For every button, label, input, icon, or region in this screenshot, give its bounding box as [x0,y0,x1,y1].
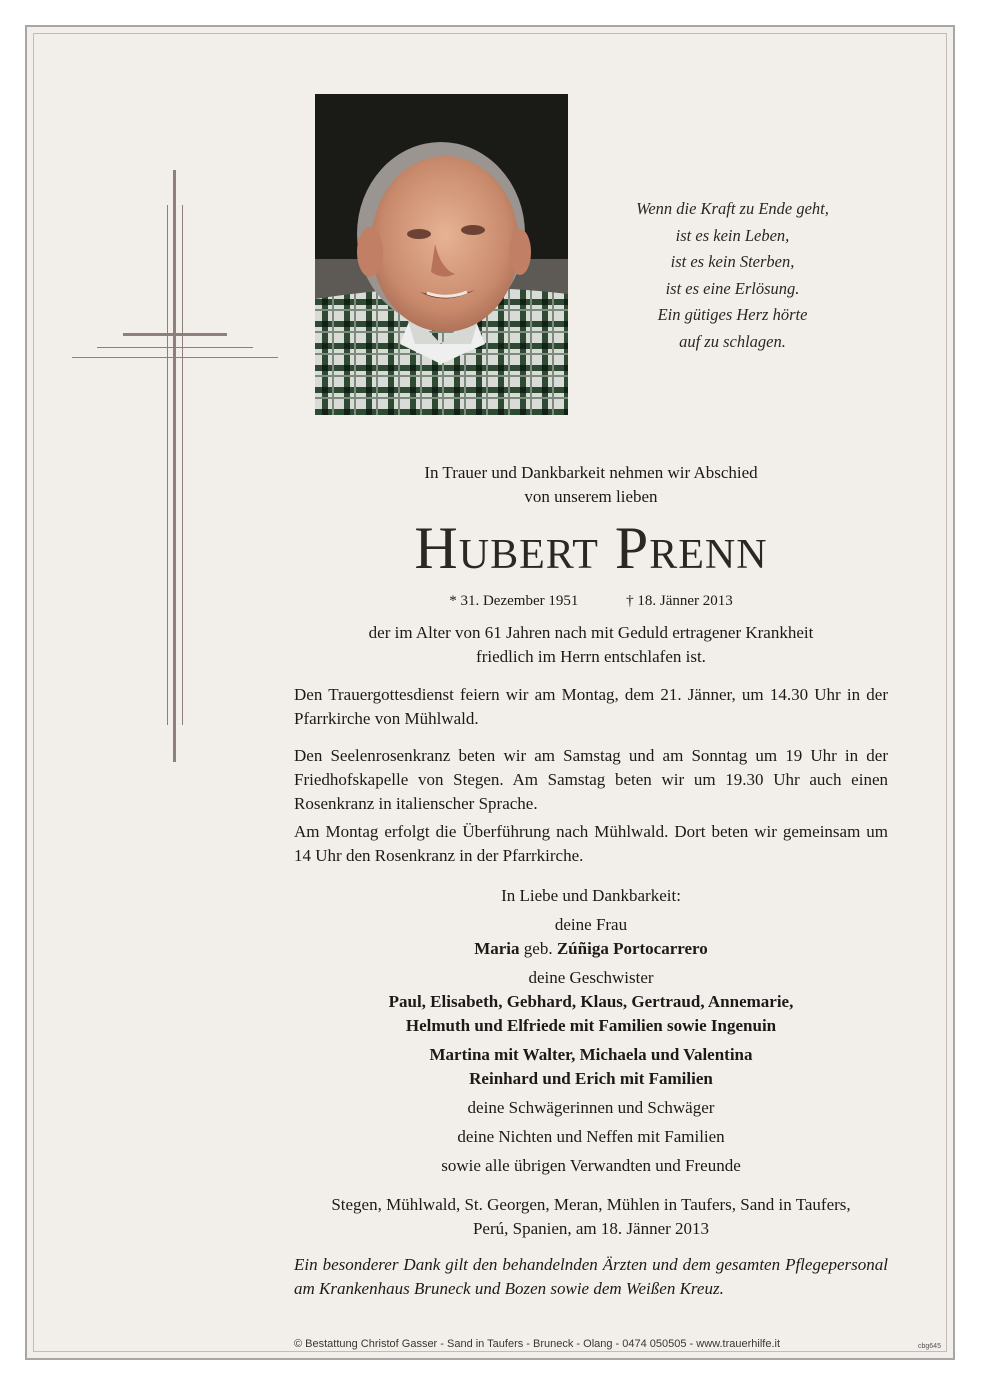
places-line-2: Perú, Spanien, am 18. Jänner 2013 [472,1219,710,1238]
footer-credit: © Bestattung Christof Gasser - Sand in Taufers - Bruneck - Olang - 0474 050505 - www.trauerhilfe.it [294,1338,781,1350]
intro-line-1: In Trauer und Dankbarkeit nehmen wir Abschied [424,463,758,482]
wife-geb: geb. [523,939,553,958]
death-date: † 18. Jänner 2013 [626,593,733,609]
portrait-photo [315,94,568,415]
wife-label: deine Frau [554,915,628,934]
places-date [294,1193,888,1241]
birth-date: * 31. Dezember 1951 [449,593,579,609]
others-line-2: Reinhard und Erich mit Familien [469,1069,713,1088]
relatives-line: sowie alle übrigen Verwandten und Freunde [441,1156,741,1175]
poem [600,196,865,355]
inlaws-line: deine Schwägerinnen und Schwäger [467,1098,715,1117]
poem-line: ist es kein Leben, [675,225,790,245]
poem-line: auf zu schlagen. [679,331,786,351]
siblings-line-1: Paul, Elisabeth, Gebhard, Klaus, Gertraud, Annemarie, [388,992,794,1011]
cross-vertical-bar [173,170,176,762]
intro-line-2: von unserem lieben [524,487,658,506]
cross-horizontal-bar [123,333,227,336]
poem-line: ist es kein Sterben, [670,252,795,271]
thanks-paragraph: Ein besonderer Dank gilt den behandelnden Ärzten und dem gesamten Pflegepersonal am Krankenhaus Bruneck und Bozen sowie dem Weißen Kreuz. [294,1255,888,1298]
wife-name [294,937,888,961]
wife-first-name: Maria [474,939,520,958]
siblings-line-2: Helmuth und Elfriede mit Familien sowie Ingenuin [405,1016,777,1035]
poem-line: Ein gütiges Herz hörte [657,305,808,324]
places-line-1: Stegen, Mühlwald, St. Georgen, Meran, Mühlen in Taufers, Sand in Taufers, [331,1195,851,1214]
cross-vertical-line-right [182,205,183,725]
transfer-paragraph: Am Montag erfolgt die Überführung nach Mühlwald. Dort beten wir gemeinsam um 14 Uhr den Rosenkranz in der Pfarrkirche. [294,822,888,865]
document-code: cbg645 [918,1343,941,1350]
intro-text [294,461,888,509]
poem-line: Wenn die Kraft zu Ende geht, [636,199,829,218]
deceased-name: Hubert Prenn [414,515,768,581]
family-section [294,884,888,1178]
others-line-1: Martina mit Walter, Michaela und Valentina [429,1045,753,1064]
life-dates [294,590,888,612]
cross-vertical-line-left [167,205,168,725]
age-line-1: der im Alter von 61 Jahren nach mit Geduld ertragener Krankheit [368,623,814,642]
poem-line: ist es eine Erlösung. [665,278,800,298]
funeral-service-paragraph: Den Trauergottesdienst feiern wir am Montag, dem 21. Jänner, um 14.30 Uhr in der Pfarrkirche von Mühlwald. [294,685,888,728]
age-text [294,621,888,669]
family-heading: In Liebe und Dankbarkeit: [501,886,681,905]
siblings-label: deine Geschwister [528,968,654,987]
cross-horizontal-line-1 [97,347,253,348]
portrait-illustration [315,94,568,415]
rosary-paragraph: Den Seelenrosenkranz beten wir am Samstag und am Sonntag um 19 Uhr in der Friedhofskapelle von Stegen. Am Samstag beten wir um 19.30 Uhr auch einen Rosenkranz in italienscher Sprache. [294,746,888,813]
age-line-2: friedlich im Herrn entschlafen ist. [476,647,706,666]
wife-maiden-name: Zúñiga Portocarrero [556,939,708,958]
cross-horizontal-line-2 [72,357,278,358]
nieces-line: deine Nichten und Neffen mit Familien [457,1127,725,1146]
